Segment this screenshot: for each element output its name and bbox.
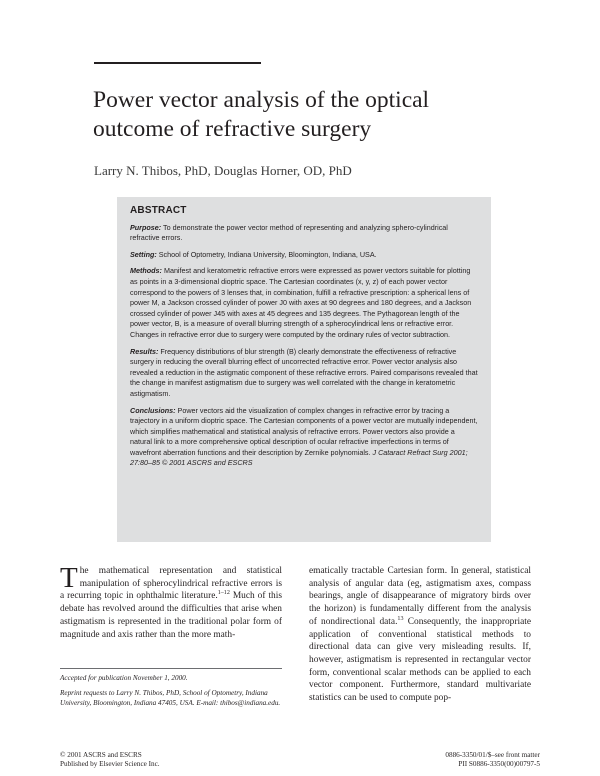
- author-line: Larry N. Thibos, PhD, Douglas Horner, OD, PhD: [94, 163, 352, 178]
- publisher-line: Published by Elsevier Science Inc.: [60, 760, 160, 768]
- reference-marker[interactable]: 1–12: [217, 590, 230, 597]
- body-text-right-cont: Consequently, the inappropriate application of conventional statistical methods to directional data can give very misleading results. If, however, astigmatism is represented in rectangular vector form, conventional scalar methods can be applied to each vector component. Furthermore, standard multivariate statistics can be used to compute pop-: [309, 616, 531, 704]
- abstract-results: [130, 347, 478, 400]
- footnotes: [60, 668, 282, 713]
- article-title: Power vector analysis of the optical outcome of refractive surgery: [93, 87, 430, 142]
- abstract-purpose: [130, 223, 478, 244]
- copyright-line: © 2001 ASCRS and ESCRS: [60, 751, 142, 759]
- title-rule: [94, 62, 261, 64]
- reprint-note: Reprint requests to Larry N. Thibos, PhD, School of Optometry, Indiana University, Bloomington, Indiana 47405, USA. E-mail: thibos@indiana.edu.: [60, 689, 281, 707]
- reference-marker[interactable]: 13: [397, 615, 404, 622]
- conclusions-text: Power vectors aid the visualization of complex changes in refractive error by tracing a trajectory in a uniform dioptric space. The Cartesian components of a power vector are mutually independent, which simplifies mathematical and statistical analysis of refractive errors. Power vectors also provide a natural link to a more comprehensive optical description of ocular refractive imperfections in terms of wavefront aberration functions and their description by Zernike polynomials.: [130, 405, 478, 457]
- setting-text: School of Optometry, Indiana University, Bloomington, Indiana, USA.: [158, 249, 377, 259]
- pii-line: PII S0886-3350(00)00797-5: [458, 760, 540, 768]
- abstract-heading: ABSTRACT: [130, 205, 187, 216]
- methods-text: Manifest and keratometric refractive errors were expressed as power vectors suitable for plotting as points in a 3-dimensional dioptric space. The Cartesian coordinates (x, y, z) of each power vector correspond to the powers of 3 lenses that, in combination, fulfill a refractive prescription: a spherical lens of power M, a Jackson crossed cylinder of power J0 with axes at 90 degrees and 180 degrees, and a Jackson crossed cylinder of power J45 with axes at 45 degrees and 135 degrees. The Pythagorean length of the power vector, B, is a measure of overall blurring strength of a spherocylindrical lens or refractive error. Changes in refractive error due to surgery were computed by the ordinary rules of vector subtraction.: [130, 266, 472, 339]
- abstract-box: [117, 197, 491, 542]
- setting-label: Setting:: [130, 249, 157, 259]
- abstract-setting: [130, 250, 478, 261]
- body-text-right: ematically tractable Cartesian form. In general, statistical analysis of angular data (eg, astigmatism axes, compass bearings, angle of disappearance of migratory birds over the horizon) is fundamentally different from the analysis of nondirectional data.: [309, 566, 531, 627]
- footer-right: [445, 751, 540, 769]
- accepted-note: Accepted for publication November 1, 2000.: [60, 674, 188, 682]
- drop-cap: T: [60, 562, 78, 594]
- issn-line: 0886-3350/01/$–see front matter: [445, 751, 540, 759]
- body-column-left: [60, 562, 282, 641]
- footer-left: [60, 751, 160, 769]
- body-column-right: [309, 565, 531, 705]
- purpose-text: To demonstrate the power vector method of representing and analyzing sphero-cylindrical refractive errors.: [130, 222, 448, 243]
- body-text-left-cont: Much of this debate has revolved around the difficulties that arise when astigmatism is represented in the traditional polar form of magnitude and axis rather than the more math-: [60, 591, 282, 640]
- results-text: Frequency distributions of blur strength (B) clearly demonstrate the effectiveness of refractive surgery in reducing the overall blurring effect of uncorrected refractive error. Power vector analysis also revealed a reduction in the astigmatic component of these refractive errors. Paired comparisons revealed that the change in manifest astigmatism due to surgery was well correlated with the change in keratometric astigmatism.: [130, 346, 478, 398]
- abstract-methods: [130, 266, 478, 340]
- purpose-label: Purpose:: [130, 222, 162, 232]
- results-label: Results:: [130, 346, 159, 356]
- methods-label: Methods:: [130, 266, 162, 276]
- body-text-left: he mathematical representation and statistical manipulation of spherocylindrical refractive errors is a recurring topic in ophthalmic literature.: [60, 566, 282, 602]
- abstract-conclusions: [130, 406, 478, 470]
- journal-citation: J Cataract Refract Surg 2001; 27:80–85 © 2001 ASCRS and ESCRS: [130, 447, 468, 468]
- conclusions-label: Conclusions:: [130, 405, 176, 415]
